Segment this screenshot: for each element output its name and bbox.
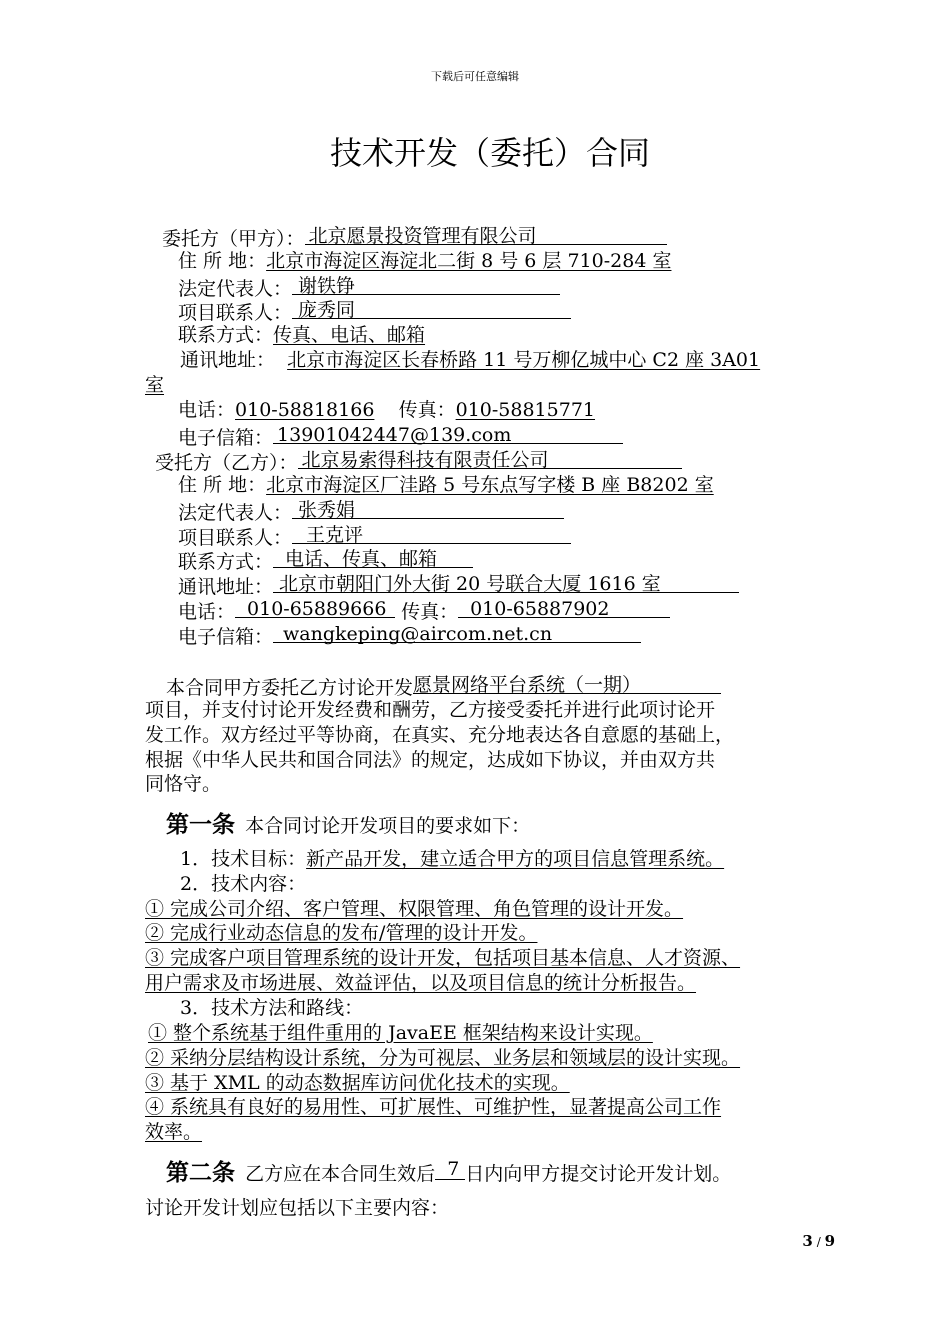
party-b-address: 北京市海淀区厂洼路 5 号东点写字楼 B 座 B8202 室 xyxy=(266,474,714,496)
party-a-mail: 北京市海淀区长春桥路 11 号万柳亿城中心 C2 座 3A01 xyxy=(287,349,761,371)
party-b-rep-label: 法定代表人： xyxy=(178,502,293,524)
party-b-phone-field xyxy=(235,597,395,618)
party-b-phone: 010-65889666 xyxy=(247,598,387,620)
party-b-address-line xyxy=(178,473,714,497)
party-a-method-line xyxy=(178,323,425,347)
party-b-contact-field xyxy=(292,523,571,544)
intro-line-5: 同恪守。 xyxy=(145,773,222,795)
article-1-text: 本合同讨论开发项目的要求如下： xyxy=(245,815,531,837)
method-label: 3．技术方法和路线： xyxy=(180,997,364,1019)
content-item-2: ② 完成行业动态信息的发布/管理的设计开发。 xyxy=(145,922,538,944)
party-a-contact: 庞秀同 xyxy=(298,299,356,321)
intro-line-4: 根据《中华人民共和国合同法》的规定，达成如下协议，并由双方共 xyxy=(145,749,716,771)
document-title: 技术开发（委托）合同 xyxy=(329,134,650,172)
party-b-email-line xyxy=(178,622,641,649)
article-1-line xyxy=(166,806,530,839)
party-a-rep: 谢铁铮 xyxy=(298,275,356,297)
party-b-method-label: 联系方式： xyxy=(178,551,274,573)
party-a-rep-field xyxy=(292,274,560,295)
party-b-address-label: 住 所 地： xyxy=(178,474,267,496)
page-number xyxy=(802,1232,835,1250)
party-b-phone-label: 电话： xyxy=(178,601,236,623)
party-b-name-field xyxy=(298,448,682,469)
party-b-mail-field xyxy=(273,572,739,593)
party-a-contact-line xyxy=(178,298,571,325)
party-b-email-field xyxy=(273,622,641,643)
page-header: 下载后可任意编辑 xyxy=(431,70,519,83)
page-sep: / xyxy=(816,1235,821,1249)
intro-project: 愿景网络平台系统（一期） xyxy=(413,674,642,696)
party-a-email-line xyxy=(178,423,623,450)
party-b-role-label: 受托方（乙方）： xyxy=(155,452,298,474)
article-2-days-field xyxy=(435,1159,465,1180)
party-b-rep: 张秀娟 xyxy=(298,499,356,521)
goal-text: 新产品开发，建立适合甲方的项目信息管理系统。 xyxy=(306,848,725,870)
party-b-fax-label: 传真： xyxy=(401,601,459,623)
party-a-mail-label: 通讯地址： xyxy=(180,349,276,371)
article-2-text-pre: 乙方应在本合同生效后 xyxy=(245,1163,436,1185)
article-2-heading: 第二条 xyxy=(166,1160,235,1186)
party-a-phone-label: 电话： xyxy=(178,399,236,421)
method-item-1: ① 整个系统基于组件重用的 JavaEE 框架结构来设计实现。 xyxy=(148,1022,653,1044)
party-a-mail-cont-line xyxy=(145,373,164,397)
goal-label: 1．技术目标： xyxy=(180,848,307,870)
party-b-method-field xyxy=(273,547,473,568)
article-2-line xyxy=(166,1154,731,1187)
party-b-rep-line xyxy=(178,498,564,525)
content-item-1: ① 完成公司介绍、客户管理、权限管理、角色管理的设计开发。 xyxy=(145,898,684,920)
article-2-line-2: 讨论开发计划应包括以下主要内容： xyxy=(145,1197,450,1219)
party-b-name-line xyxy=(155,448,682,475)
intro-lead: 本合同甲方委托乙方讨论开发 xyxy=(166,677,414,699)
party-a-rep-label: 法定代表人： xyxy=(178,278,293,300)
party-b-email-label: 电子信箱： xyxy=(178,626,274,648)
page-current: 3 xyxy=(802,1232,813,1250)
party-a-method: 传真、电话、邮箱 xyxy=(273,324,426,346)
party-a-mail-cont: 室 xyxy=(145,374,165,396)
party-a-phone: 010-58818166 xyxy=(235,399,375,421)
party-a-fax: 010-58815771 xyxy=(455,399,596,421)
party-a-contact-field xyxy=(292,298,571,319)
party-a-name: 北京愿景投资管理有限公司 xyxy=(308,225,537,247)
intro-line-2: 项目，并支付讨论开发经费和酬劳，乙方接受委托并进行此项讨论开 xyxy=(145,699,716,721)
method-item-3: ③ 基于 XML 的动态数据库访问优化技术的实现。 xyxy=(145,1072,570,1094)
party-b-contact-line xyxy=(178,523,571,550)
party-a-address: 北京市海淀区海淀北二街 8 号 6 层 710-284 室 xyxy=(266,250,672,272)
party-b-method: 电话、传真、邮箱 xyxy=(285,548,438,570)
party-a-phone-line xyxy=(178,398,595,422)
intro-line-3: 发工作。双方经过平等协商，在真实、充分地表达各自意愿的基础上， xyxy=(145,724,735,746)
party-a-role-label: 委托方（甲方）： xyxy=(162,228,305,250)
party-b-phone-line xyxy=(178,597,670,624)
party-b-name: 北京易索得科技有限责任公司 xyxy=(301,449,549,471)
party-a-name-line xyxy=(162,224,667,251)
party-a-address-line xyxy=(178,249,671,273)
article-1-goal-line xyxy=(180,847,724,871)
party-a-fax-label: 传真： xyxy=(398,399,456,421)
method-item-2: ② 采纳分层结构设计系统，分为可视层、业务层和领域层的设计实现。 xyxy=(145,1047,741,1069)
party-b-contact: 王克评 xyxy=(306,524,364,546)
party-a-email: 13901042447@139.com xyxy=(277,424,512,446)
party-a-email-field xyxy=(273,423,623,444)
party-a-mail-line xyxy=(180,348,760,372)
party-b-rep-field xyxy=(292,498,564,519)
party-b-fax-field xyxy=(458,597,670,618)
content-item-3-cont: 用户需求及市场进展、效益评估，以及项目信息的统计分析报告。 xyxy=(145,972,697,994)
party-a-name-field xyxy=(305,224,667,245)
party-b-contact-label: 项目联系人： xyxy=(178,527,293,549)
party-a-contact-label: 项目联系人： xyxy=(178,302,293,324)
party-b-fax: 010-65887902 xyxy=(470,598,610,620)
method-item-4-cont: 效率。 xyxy=(145,1121,203,1143)
intro-project-field xyxy=(413,673,721,694)
intro-line-1 xyxy=(166,673,721,700)
party-b-method-line xyxy=(178,547,473,574)
content-item-3: ③ 完成客户项目管理系统的设计开发，包括项目基本信息、人才资源、 xyxy=(145,947,741,969)
page-total: 9 xyxy=(824,1232,835,1250)
article-2-text-post: 日内向甲方提交讨论开发计划。 xyxy=(465,1163,732,1185)
party-a-rep-line xyxy=(178,274,560,301)
method-item-4: ④ 系统具有良好的易用性、可扩展性、可维护性，显著提高公司工作 xyxy=(145,1096,722,1118)
content-label: 2．技术内容： xyxy=(180,873,307,895)
article-1-heading: 第一条 xyxy=(166,812,235,838)
article-2-days: 7 xyxy=(447,1158,460,1180)
party-a-method-label: 联系方式： xyxy=(178,324,274,346)
party-b-mail: 北京市朝阳门外大街 20 号联合大厦 1616 室 xyxy=(279,573,661,595)
party-a-email-label: 电子信箱： xyxy=(178,427,274,449)
party-b-mail-line xyxy=(178,572,739,599)
party-b-mail-label: 通讯地址： xyxy=(178,576,274,598)
party-b-email: wangkeping@aircom.net.cn xyxy=(283,623,553,645)
party-a-address-label: 住 所 地： xyxy=(178,250,267,272)
